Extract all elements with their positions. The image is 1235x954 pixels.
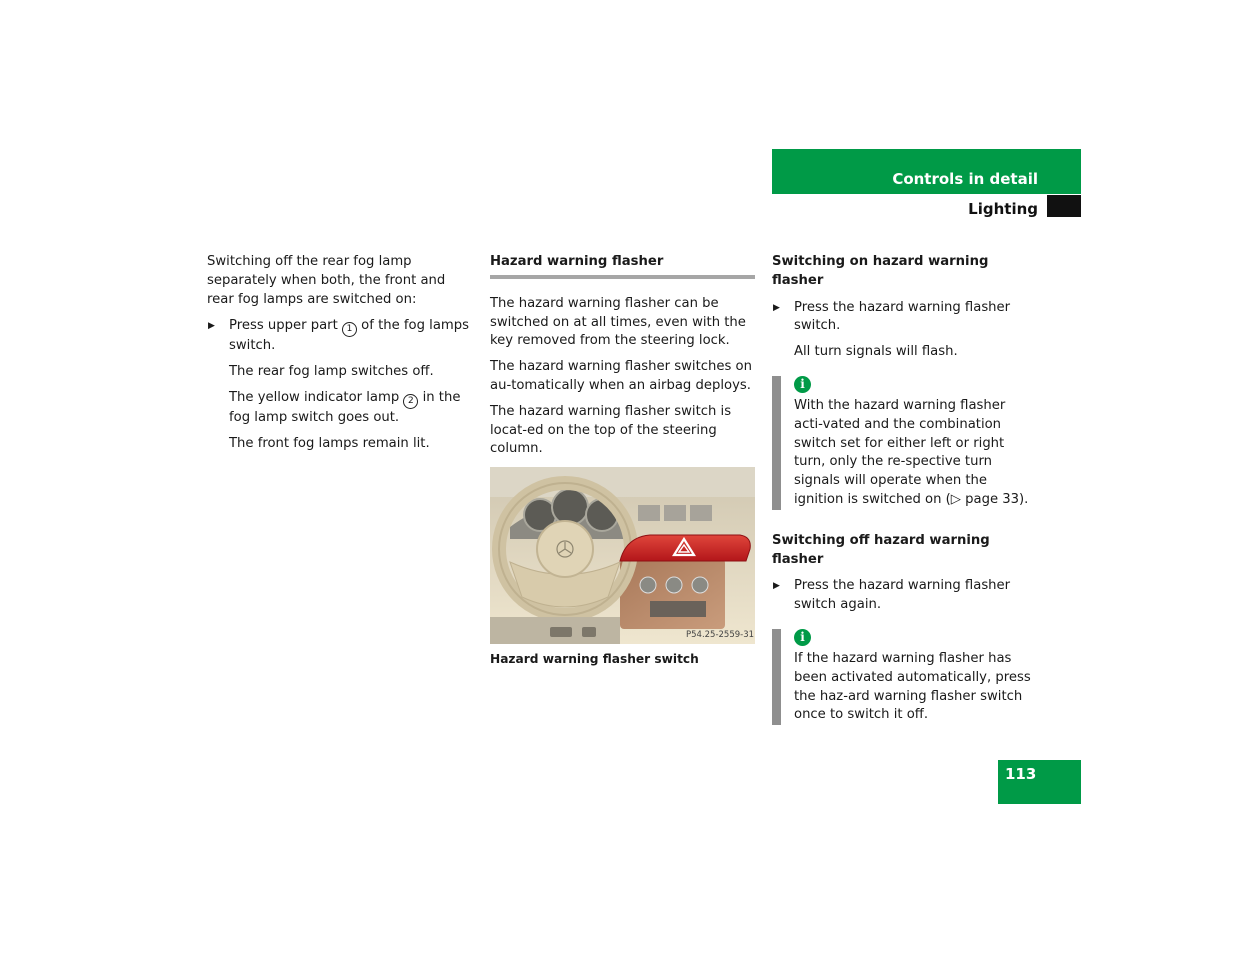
instruction-step: ▶ Press upper part 1 of the fog lamps switch. [208, 318, 470, 354]
section-title: Controls in detail [892, 170, 1038, 188]
subsection-title: Lighting [968, 200, 1038, 218]
paragraph: The hazard warning flasher switch is locat-ed on the top of the steering column. [490, 403, 732, 457]
figure-code: P54.25-2559-31 [686, 630, 755, 641]
column-1 [207, 253, 473, 454]
triangle-right-icon: ▶ [208, 321, 215, 332]
instruction-step: ▶ Press the hazard warning flasher switch. [773, 299, 1011, 334]
dashboard-illustration [490, 467, 755, 644]
result-text: The rear fog lamp switches off. [229, 364, 434, 380]
intro-text: Switching off the rear fog lamp separately when both, the front and rear fog lamps are switched on: [207, 254, 446, 307]
info-note [772, 376, 1038, 510]
note-text: With the hazard warning flasher acti-vated and the combination switch set for either left or right turn, only the re-spective turn signals will operate when the ignition is switched on (▷ page 33). [794, 397, 1029, 507]
page-number: 113 [1005, 765, 1037, 783]
info-note [772, 629, 1038, 725]
paragraph: The hazard warning flasher can be switched on at all times, even with the key removed from the steering lock. [490, 295, 746, 349]
subheading-switch-on: Switching on hazard warning flasher [772, 254, 989, 288]
section-heading: Hazard warning flasher [490, 254, 664, 269]
heading-rule [490, 275, 755, 279]
note-bar [772, 629, 781, 725]
instruction-step: ▶ Press the hazard warning flasher switch again. [773, 578, 1011, 613]
result-text: The front fog lamps remain lit. [229, 435, 430, 451]
note-bar [772, 376, 781, 510]
triangle-right-icon: ▶ [773, 581, 780, 592]
paragraph: The hazard warning flasher switches on au-tomatically when an airbag deploys. [490, 359, 752, 393]
note-text: If the hazard warning flasher has been activated automatically, press the haz-ard warning flasher switch once to switch it off. [794, 650, 1031, 723]
callout-marker-1: 1 [342, 322, 357, 337]
triangle-right-icon: ▶ [773, 302, 780, 313]
column-3 [772, 253, 1038, 725]
column-2 [490, 253, 756, 669]
page-ref-arrow-icon: ▷ [950, 491, 961, 507]
info-icon: i [794, 629, 811, 646]
subheading-switch-off: Switching off hazard warning flasher [772, 532, 990, 567]
info-icon: i [794, 376, 811, 393]
result-text: The yellow indicator lamp 2 in the fog lamp switch goes out. [229, 389, 461, 425]
callout-marker-2: 2 [403, 394, 418, 409]
figure-caption: Hazard warning flasher switch [490, 652, 699, 667]
dashboard-drawing [490, 467, 755, 644]
result-text: All turn signals will flash. [794, 344, 958, 360]
header-marker [1047, 195, 1081, 217]
